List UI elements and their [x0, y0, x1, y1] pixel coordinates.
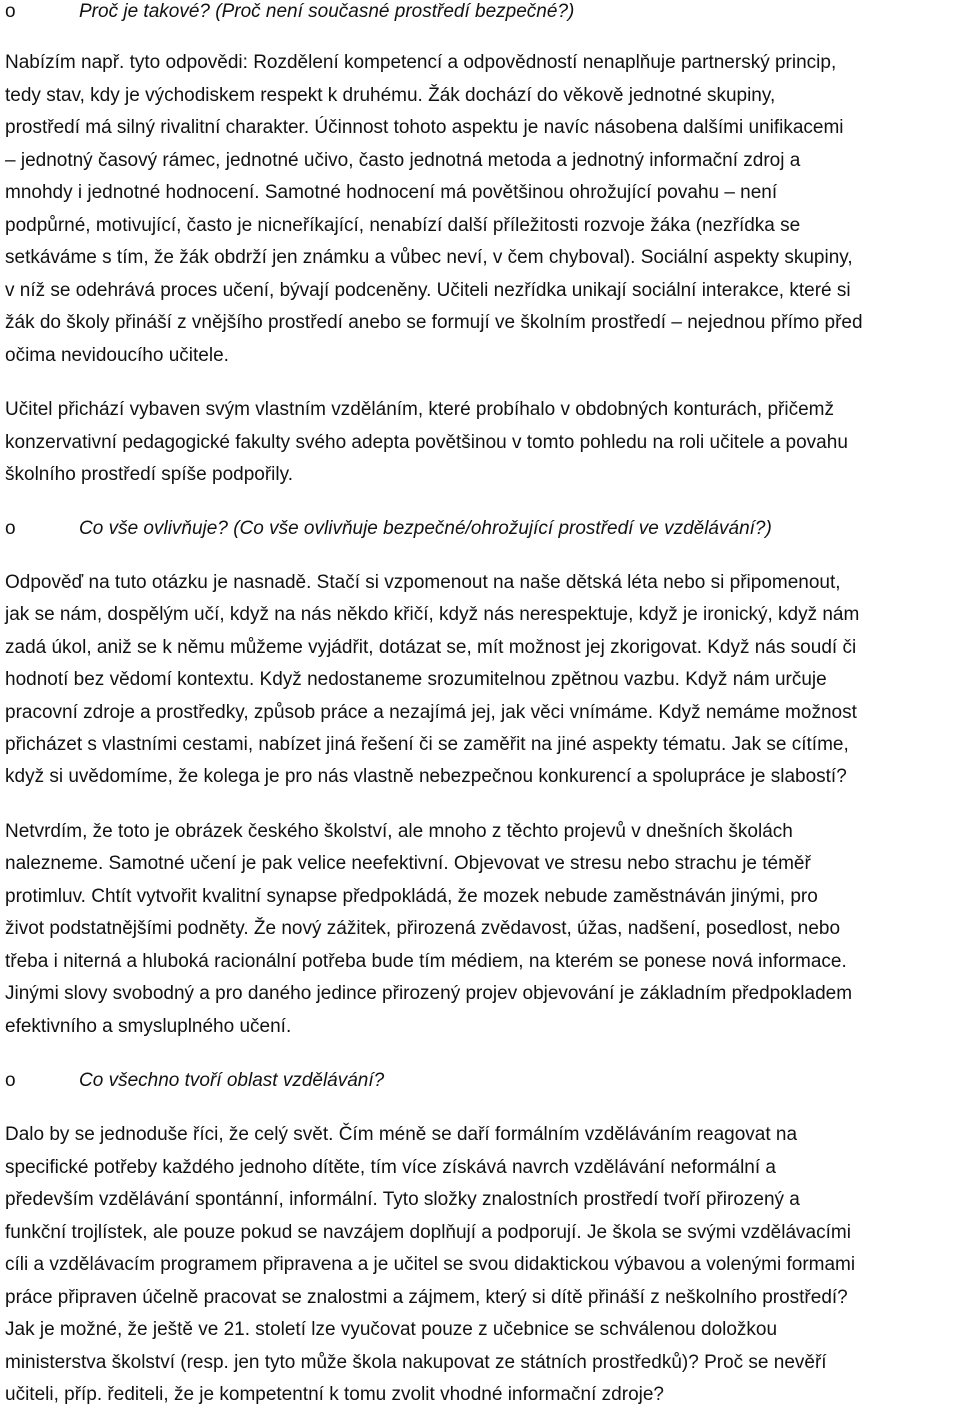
text-line: školního prostředí spíše podpořily. — [5, 464, 293, 485]
bullet-marker: o — [5, 518, 16, 539]
text-line: třeba i niterná a hluboká racionální potřeba bude tím médiem, na kterém se ponese nová informace. — [5, 951, 847, 972]
text-line: život podstatnějšími podněty. Že nový zážitek, přirozená zvědavost, úžas, nadšení, posedlost, nebo — [5, 918, 841, 939]
text-line: mnohdy i jednotné hodnocení. Samotné hodnocení má povětšinou ohrožující povahu – není — [5, 182, 778, 203]
text-line: konzervativní pedagogické fakulty svého adepta povětšinou v tomto pohledu na roli učitele a povahu — [5, 432, 848, 453]
text-line: Netvrdím, že toto je obrázek českého školství, ale mnoho z těchto projevů v dnešních školách — [5, 821, 793, 842]
text-line: v níž se odehrává proces učení, bývají podceněny. Učiteli nezřídka unikají sociální interakce, které si — [5, 280, 851, 301]
text-line: setkáváme s tím, že žák obdrží jen známku a vůbec neví, v čem chyboval). Sociální aspekty skupiny, — [5, 247, 853, 268]
text-line: Dalo by se jednoduše říci, že celý svět. Čím méně se daří formálním vzděláváním reagovat na — [5, 1124, 798, 1145]
heading-text: Co všechno tvoří oblast vzdělávání? — [79, 1070, 385, 1091]
text-line: nalezneme. Samotné učení je pak velice neefektivní. Objevovat ve stresu nebo strachu je téměř — [5, 853, 811, 874]
text-line: ministerstva školství (resp. jen tyto může škola nakupovat ze státních prostředků)? Proč se nevěří — [5, 1352, 827, 1373]
text-line: hodnotí bez vědomí kontextu. Když nedostaneme srozumitelnou zpětnou vazbu. Když nám určuje — [5, 669, 827, 690]
text-line: tedy stav, kdy je východiskem respekt k druhému. Žák dochází do věkově jednotné skupiny, — [5, 85, 776, 106]
text-line: Odpověď na tuto otázku je nasnadě. Stačí si vzpomenout na naše dětská léta nebo si připomenout, — [5, 572, 841, 593]
bullet-marker: o — [5, 1, 16, 22]
text-line: – jednotný časový rámec, jednotné učivo, často jednotná metoda a jednotný informační zdroj a — [5, 150, 801, 171]
text-line: efektivního a smysluplného učení. — [5, 1016, 292, 1037]
text-line: žák do školy přináší z vnějšího prostředí anebo se formují ve školním prostředí – nejednou přímo před — [5, 312, 863, 333]
text-line: jak se nám, dospělým učí, když na nás někdo křičí, když nás nerespektuje, když je ironický, když nám — [5, 604, 860, 625]
text-line: cíli a vzdělávacím programem připravena a je učitel se svou didaktickou výbavou a volenými formami — [5, 1254, 856, 1275]
text-line: očima nevidoucího učitele. — [5, 345, 229, 366]
text-line: Jinými slovy svobodný a pro daného jedince přirozený projev objevování je základním předpokladem — [5, 983, 853, 1004]
text-line: zadá úkol, aniž se k němu můžeme vyjádřit, dotázat se, mít možnost jej zkorigovat. Když nás soudí či — [5, 637, 857, 658]
text-line: Jak je možné, že ještě ve 21. století lze vyučovat pouze z učebnice se schválenou doložkou — [5, 1319, 778, 1340]
text-line: když si uvědomíme, že kolega je pro nás vlastně nebezpečnou konkurencí a spolupráce je slabostí? — [5, 766, 847, 787]
text-line: prostředí má silný rivalitní charakter. Účinnost tohoto aspektu je navíc násobena dalšími unifikacemi — [5, 117, 844, 138]
heading-text: Co vše ovlivňuje? (Co vše ovlivňuje bezpečné/ohrožující prostředí ve vzdělávání?) — [79, 518, 772, 539]
text-line: pracovní zdroje a prostředky, způsob práce a nezajímá jej, jak věci vnímáme. Když nemáme možnost — [5, 702, 857, 723]
text-line: podpůrné, motivující, často je nicneříkající, nenabízí další příležitosti rozvoje žáka (nezřídka se — [5, 215, 801, 236]
text-line: Nabízím např. tyto odpovědi: Rozdělení kompetencí a odpovědností nenaplňuje partnerský princip, — [5, 52, 837, 73]
text-line: přicházet s vlastními cestami, nabízet jiná řešení či se zaměřit na jiné aspekty tématu. Jak se cítíme, — [5, 734, 849, 755]
text-line: Učitel přichází vybaven svým vlastním vzděláním, které probíhalo v obdobných konturách, přičemž — [5, 399, 834, 420]
text-line: především vzdělávání spontánní, informální. Tyto složky znalostních prostředí tvoří přirozený a — [5, 1189, 800, 1210]
bullet-marker: o — [5, 1070, 16, 1091]
text-line: funkční trojlístek, ale pouze pokud se navzájem doplňují a podporují. Je škola se svými vzdělávacími — [5, 1222, 851, 1243]
text-line: práce připraven účelně pracovat se znalostmi a zájmem, který si dítě přináší z neškolního prostředí? — [5, 1287, 848, 1308]
text-line: specifické potřeby každého jednoho dítěte, tím více získává navrch vzdělávání neformální a — [5, 1157, 776, 1178]
heading-text: Proč je takové? (Proč není současné prostředí bezpečné?) — [79, 1, 575, 22]
text-line: protimluv. Chtít vytvořit kvalitní synapse předpokládá, že mozek nebude zaměstnáván jinými, pro — [5, 886, 818, 907]
text-line: učiteli, příp. řediteli, že je kompetentní k tomu zvolit vhodné informační zdroje? — [5, 1384, 664, 1405]
